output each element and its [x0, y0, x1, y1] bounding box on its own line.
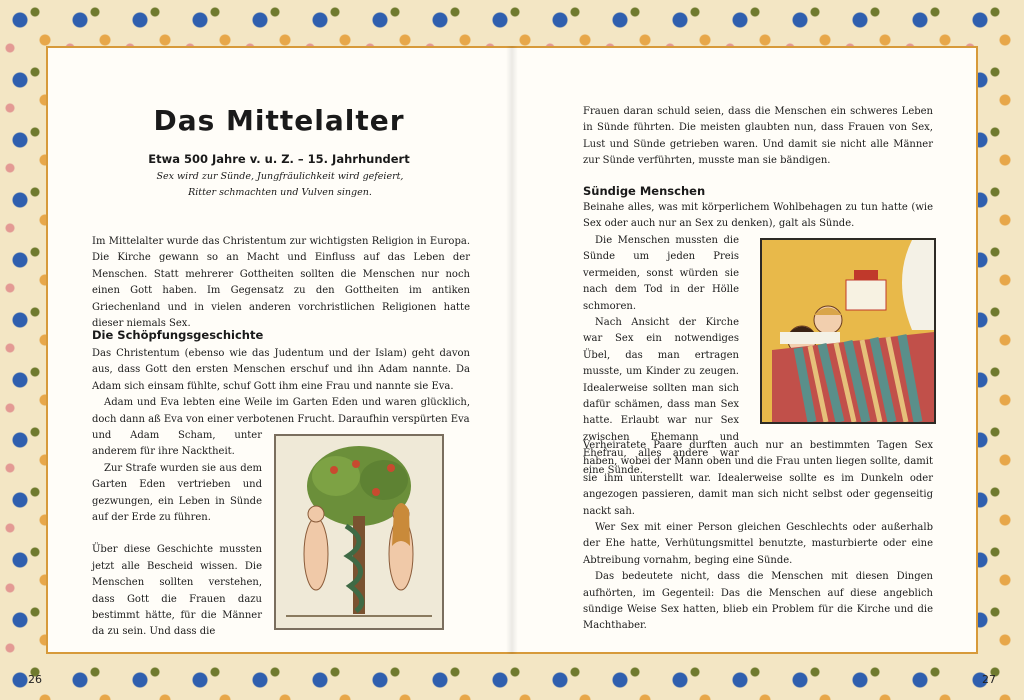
sinful-paragraph-1: Beinahe alles, was mit körperlichem Wohlbehagen zu tun hatte (wie Sex oder auch nur an Sex zu denken), galt als Sünde. [583, 202, 933, 230]
sinful-paragraph-3: Nach Ansicht der Kirche war Sex ein notwendiges Übel, das man ertragen musste, um Kinder zu zeugen. Idealerweise sollten man sich dafür schämen, dass man Sex hatte. Erlaubt war nur Sex zwischen Ehemann und Ehefrau, alles andere war eine Sünde. [583, 317, 739, 476]
tagline [110, 169, 450, 201]
page-number-left: 26 [28, 673, 42, 686]
sinful-paragraph-5: Wer Sex mit einer Person gleichen Geschlechts oder außerhalb der Ehe hatte, Verhütungsmittel benutzte, masturbierte oder eine Abtreibung vornahm, beging eine Sünde. [583, 522, 933, 566]
sinful-paragraph-4: Verheiratete Paare durften auch nur an bestimmten Tagen Sex haben, wobei der Mann oben und die Frau unten liegen sollte, damit sie ihm unterstellt war. Idealerweise sollte es im Dunkeln oder angezogen passieren, damit man sich nicht selbst oder gegenseitig nackt sah. [583, 440, 933, 517]
tagline-line-2: Ritter schmachten und Vulven singen. [188, 187, 372, 198]
creation-paragraph-4: Über diese Geschichte mussten jetzt alle Bescheid wissen. Die Menschen sollten verstehen, dass Gott die Frauen dazu bestimmt hätte, für die Männer da zu sein. Und dass die [92, 544, 262, 638]
adam-eve-drawing [276, 436, 442, 628]
right-paragraph-0: Frauen daran schuld seien, dass die Menschen ein schweres Leben in Sünde führten. Die meisten glaubten nun, dass Frauen von Sex, Lust und Sünde getrieben waren. Und damit sie nicht alle Männer zur Sünde verführten, musste man sie bändigen. [583, 106, 933, 167]
creation-paragraph-2: Adam und Eva lebten eine Weile im Garten Eden und waren glücklich, doch dann aß Eva von einer verbotenen Frucht. Daraufhin verspürten Eva [92, 397, 470, 425]
couple-in-bed-drawing [762, 240, 934, 422]
sinful-paragraph-2: Die Menschen mussten die Sünde um jeden Preis vermeiden, sonst würden sie nach dem Tod in der Hölle schmoren. [583, 235, 739, 312]
creation-text-column [92, 428, 262, 641]
right-intro-paragraph [583, 104, 933, 170]
adam-eve-illustration [274, 434, 444, 630]
medieval-couple-illustration [760, 238, 936, 424]
page-title: Das Mittelalter [153, 104, 405, 137]
creation-paragraph-3: Zur Strafe wurden sie aus dem Garten Eden vertrieben und gezwungen, ein Leben in Sünde auf der Erde zu führen. [92, 462, 262, 524]
tagline-line-1: Sex wird zur Sünde, Jungfräulichkeit wird gefeiert, [156, 171, 404, 182]
creation-paragraph-2b: und Adam Scham, unter anderem für ihre Nacktheit. [92, 430, 262, 458]
creation-text-top [92, 346, 470, 428]
sinful-paragraph-1-block [583, 200, 933, 233]
creation-paragraph-1: Das Christentum (ebenso wie das Judentum und der Islam) geht davon aus, dass Gott den ersten Menschen erschuf und ihn Adam nannte. Da Adam sich einsam fühlte, schuf Gott ihm eine Frau und nannte sie Eva. [92, 348, 470, 392]
sinful-text-bottom [583, 438, 933, 635]
section-heading-creation: Die Schöpfungsgeschichte [92, 328, 264, 342]
section-heading-sinful: Sündige Menschen [583, 184, 706, 198]
book-gutter [506, 46, 518, 654]
intro-paragraph [92, 234, 470, 332]
intro-text: Im Mittelalter wurde das Christentum zur wichtigsten Religion in Europa. Die Kirche gewann so an Macht und Einfluss auf das Leben der Menschen. Statt mehrerer Gottheiten sollten die Menschen nur noch einen Gott haben. Im Gegensatz zu den Gottheiten im antiken Griechenland und in vielen anderen vorchristlichen Religionen hatte dieser niemals Sex. [92, 236, 470, 330]
page-subtitle: Etwa 500 Jahre v. u. Z. – 15. Jahrhundert [148, 152, 410, 166]
page-number-right: 27 [982, 673, 996, 686]
sinful-paragraph-6: Das bedeutete nicht, dass die Menschen mit diesen Dingen aufhörten, im Gegenteil: Das die Menschen auf diese angeblich sündige Weise Sex hatten, blieb ein Problem für die Kirche und die Machthaber. [583, 571, 933, 632]
